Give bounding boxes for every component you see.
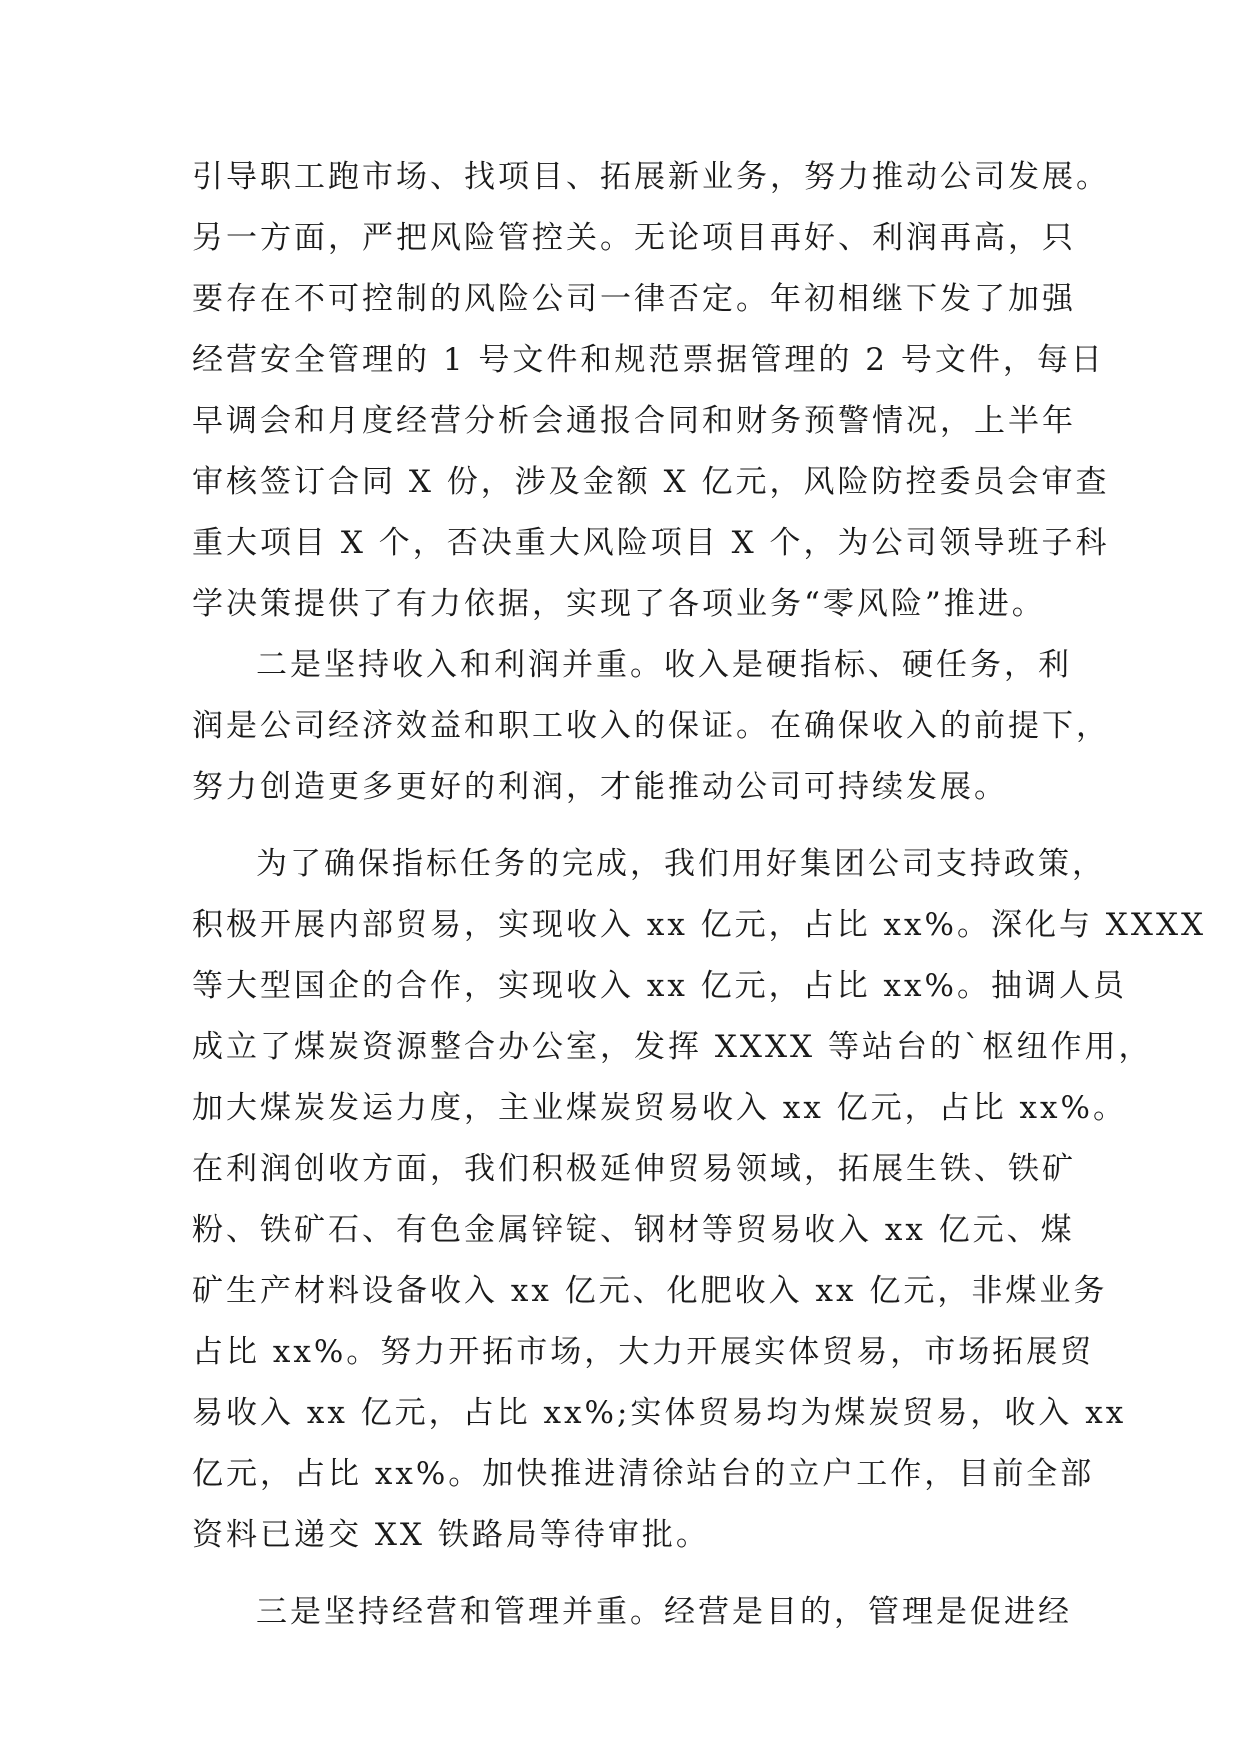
text-line: 努力创造更多更好的利润，才能推动公司可持续发展。 [192,769,1008,805]
text-line: 三是坚持经营和管理并重。经营是目的，管理是促进经 [256,1594,1072,1630]
paragraph [192,157,1110,645]
text-line: 审核签订合同 X 份，涉及金额 X 亿元，风险防控委员会审查 [192,464,1110,500]
document-body [192,157,1207,1653]
paragraph [192,844,1207,1576]
text-line: 成立了煤炭资源整合办公室，发挥 XXXX 等站台的`枢纽作用， [192,1029,1153,1065]
text-line: 资料已递交 XX 铁路局等待审批。 [192,1517,710,1553]
text-line: 等大型国企的合作，实现收入 xx 亿元，占比 xx%。抽调人员 [192,968,1127,1004]
text-line: 加大煤炭发运力度，主业煤炭贸易收入 xx 亿元，占比 xx%。 [192,1090,1127,1126]
text-line: 粉、铁矿石、有色金属锌锭、钢材等贸易收入 xx 亿元、煤 [192,1212,1075,1248]
text-line: 为了确保指标任务的完成，我们用好集团公司支持政策， [256,846,1106,882]
text-line: 易收入 xx 亿元，占比 xx%;实体贸易均为煤炭贸易，收入 xx [192,1395,1127,1431]
text-line: 二是坚持收入和利润并重。收入是硬指标、硬任务，利 [256,647,1072,683]
paragraph [192,645,1110,828]
text-line: 早调会和月度经营分析会通报合同和财务预警情况，上半年 [192,403,1076,439]
text-line: 积极开展内部贸易，实现收入 xx 亿元，占比 xx%。深化与 XXXX [192,907,1207,943]
paragraph-gap [192,828,1072,844]
text-line: 在利润创收方面，我们积极延伸贸易领域，拓展生铁、铁矿 [192,1151,1076,1187]
text-line: 学决策提供了有力依据，实现了各项业务“零风险”推进。 [192,586,1046,622]
paragraph-gap [192,1576,1072,1592]
text-line: 矿生产材料设备收入 xx 亿元、化肥收入 xx 亿元，非煤业务 [192,1273,1108,1309]
text-line: 经营安全管理的 1 号文件和规范票据管理的 2 号文件，每日 [192,342,1105,378]
text-line: 重大项目 X 个，否决重大风险项目 X 个，为公司领导班子科 [192,525,1110,561]
text-line: 引导职工跑市场、找项目、拓展新业务，努力推动公司发展。 [192,159,1110,195]
text-line: 要存在不可控制的风险公司一律否定。年初相继下发了加强 [192,281,1076,317]
text-line: 亿元，占比 xx%。加快推进清徐站台的立户工作，目前全部 [192,1456,1095,1492]
paragraph [192,1592,1072,1653]
text-line: 占比 xx%。努力开拓市场，大力开展实体贸易，市场拓展贸 [192,1334,1095,1370]
text-line: 润是公司经济效益和职工收入的保证。在确保收入的前提下， [192,708,1110,744]
text-line: 另一方面，严把风险管控关。无论项目再好、利润再高，只 [192,220,1076,256]
